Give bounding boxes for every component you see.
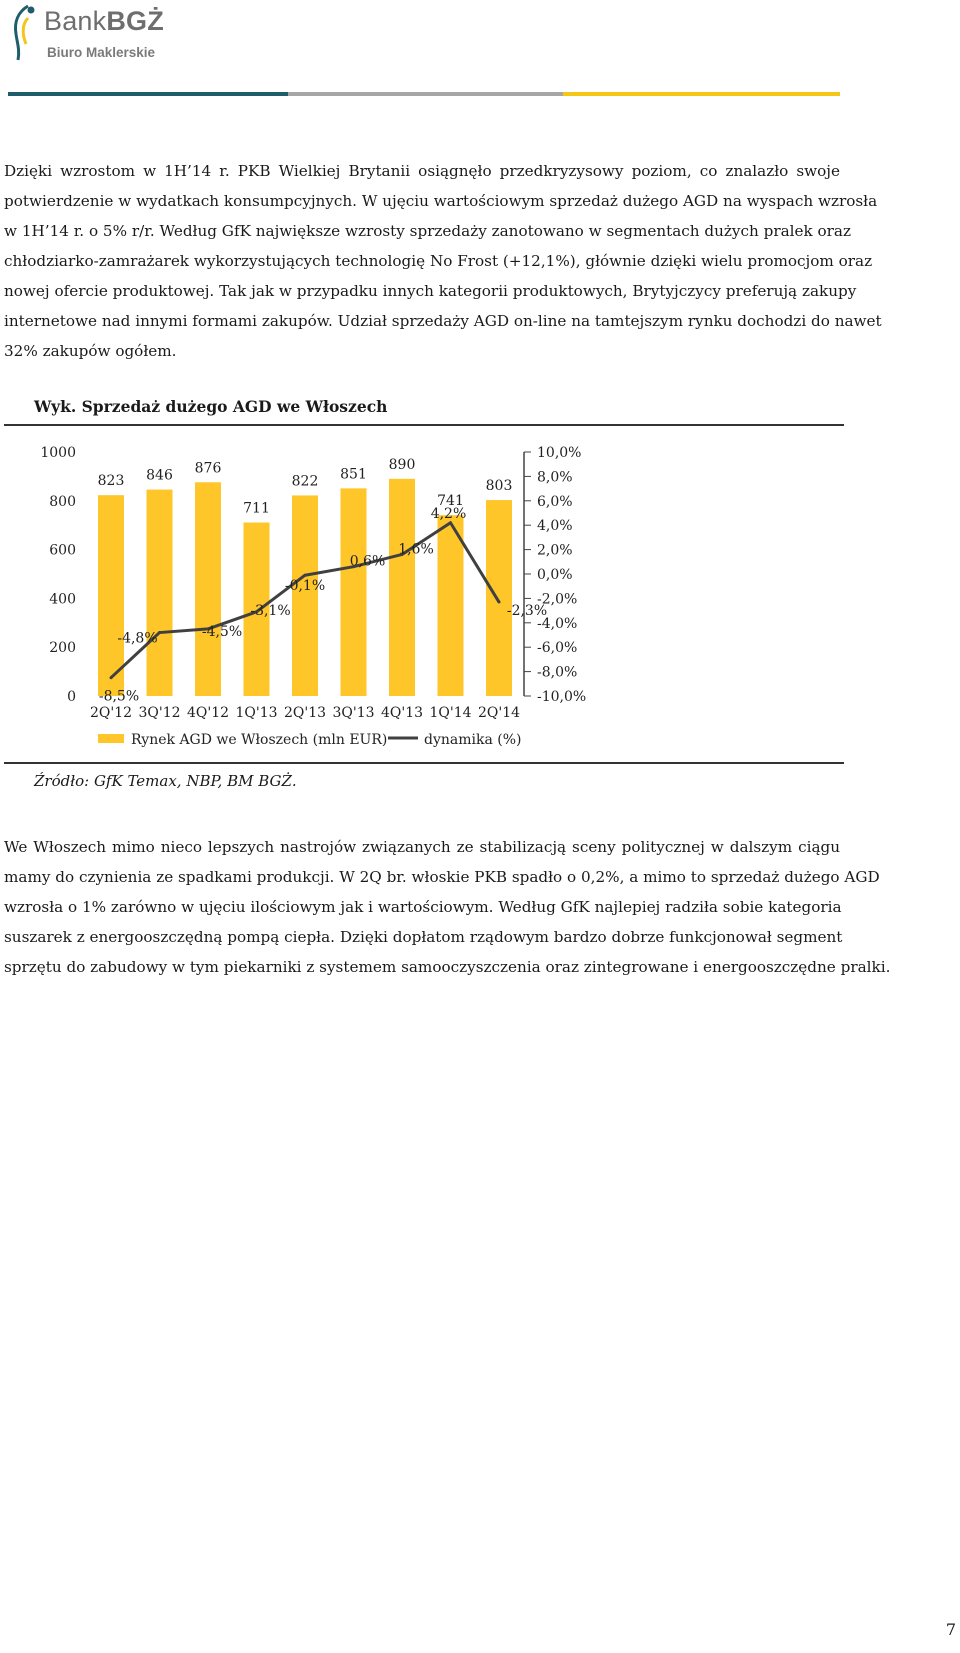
bar — [147, 490, 173, 696]
y-right-tick-label: 10,0% — [537, 445, 582, 461]
bar — [98, 495, 124, 696]
dynamics-value-label: 4,2% — [430, 505, 467, 522]
logo-figure-icon — [10, 4, 40, 62]
bar-value-label: 846 — [146, 467, 173, 484]
text-line: 32% zakupów ogółem. — [4, 342, 177, 360]
text-line: Dzięki wzrostom w 1H’14 r. PKB Wielkiej Brytanii osiągnęło przedkryzysowy poziom, co znalazło swoje — [4, 162, 840, 180]
legend-label-line: dynamika (%) — [424, 732, 522, 748]
x-tick-label: 4Q'13 — [380, 705, 424, 721]
logo-wordmark: BankBGŻ — [44, 6, 164, 36]
text-line: suszarek z energooszczędną pompą ciepła. Dzięki dopłatom rządowym bardzo dobrze funkcjonował segment — [4, 928, 843, 946]
x-tick-label: 3Q'13 — [332, 705, 375, 721]
bar-value-label: 803 — [485, 478, 513, 495]
dynamics-value-label: -3,1% — [250, 602, 291, 619]
y-left-tick-label: 400 — [49, 591, 76, 608]
y-right-tick-label: -2,0% — [537, 591, 578, 608]
dynamics-value-label: -2,3% — [506, 603, 548, 620]
page-number: 7 — [945, 1620, 956, 1639]
x-tick-label: 2Q'12 — [89, 705, 133, 721]
text-line: mamy do czynienia ze spadkami produkcji. W 2Q br. włoskie PKB spadło o 0,2%, a mimo to sprzedaż dużego AGD — [4, 868, 880, 886]
bar — [341, 488, 367, 696]
dynamics-point — [110, 676, 113, 679]
bar-value-label: 822 — [291, 473, 319, 490]
dynamics-point — [158, 631, 161, 634]
y-right-tick-label: -8,0% — [537, 664, 578, 681]
y-right-tick-label: 2,0% — [537, 542, 573, 559]
x-tick-label: 1Q'14 — [429, 705, 472, 721]
paragraph-italy — [4, 832, 891, 982]
y-right-tick-label: 8,0% — [537, 469, 573, 486]
bar — [389, 479, 415, 696]
bar-value-label: 876 — [194, 460, 222, 477]
text-line: sprzętu do zabudowy w tym piekarniki z systemem samooczyszczenia oraz zintegrowane i energooszczędne pralki. — [4, 958, 891, 976]
y-right-tick-label: -10,0% — [537, 689, 587, 705]
logo-subtitle: Biuro Maklerskie — [47, 45, 156, 60]
chart-source: Źródło: GfK Temax, NBP, BM BGŻ. — [34, 772, 297, 790]
italy-agd-chart — [0, 425, 840, 761]
dynamics-value-label: -4,5% — [201, 623, 243, 640]
x-tick-label: 3Q'12 — [138, 705, 181, 721]
dynamics-point — [304, 574, 307, 577]
y-right-tick-label: -6,0% — [537, 640, 578, 657]
bar-value-label: 851 — [340, 466, 367, 483]
bar-value-label: 741 — [437, 493, 464, 510]
legend-swatch-bars — [98, 734, 124, 743]
dynamics-value-label: -0,1% — [284, 578, 326, 595]
dynamics-value-label: 1,6% — [398, 541, 434, 558]
dynamics-value-label: -8,5% — [98, 688, 140, 705]
y-left-tick-label: 1000 — [40, 445, 76, 461]
bar — [292, 495, 318, 696]
text-line: nowej ofercie produktowej. Tak jak w przypadku innych kategorii produktowych, Brytyjczycy preferują zakupy — [4, 282, 857, 300]
bar-value-label: 711 — [243, 500, 270, 517]
y-left-tick-label: 200 — [49, 640, 76, 657]
dynamics-point — [498, 601, 501, 604]
header-rule-teal — [8, 92, 288, 96]
text-line: w 1H’14 r. o 5% r/r. Według GfK największe wzrosty sprzedaży zanotowano w segmentach dużych pralek oraz — [4, 222, 851, 240]
y-right-tick-label: 4,0% — [537, 518, 573, 535]
y-left-tick-label: 800 — [49, 493, 76, 510]
chart-bottom-rule — [4, 762, 844, 764]
y-right-tick-label: 0,0% — [537, 567, 573, 583]
bar — [486, 500, 512, 696]
bar — [195, 482, 221, 696]
y-right-tick-label: 6,0% — [537, 493, 573, 510]
header-rule-gray — [288, 92, 563, 96]
chart-title: Wyk. Sprzedaż dużego AGD we Włoszech — [34, 397, 388, 416]
text-line: chłodziarko-zamrażarek wykorzystujących technologię No Frost (+12,1%), głównie dzięki wielu promocjom oraz — [4, 252, 873, 270]
x-tick-label: 2Q'14 — [477, 705, 521, 721]
text-line: potwierdzenie w wydatkach konsumpcyjnych. W ujęciu wartościowym sprzedaż dużego AGD na wyspach wzrosła — [4, 192, 878, 210]
header-rule-yellow — [563, 92, 840, 96]
text-line: We Włoszech mimo nieco lepszych nastrojów związanych ze stabilizacją sceny politycznej w dalszym ciągu — [4, 838, 840, 856]
legend-label-bars: Rynek AGD we Włoszech (mln EUR) — [131, 732, 388, 748]
dynamics-value-label: -4,8% — [117, 630, 158, 647]
bar-value-label: 890 — [388, 456, 416, 473]
bank-logo — [10, 4, 180, 66]
bar-value-label: 823 — [97, 473, 125, 490]
text-line: wzrosła o 1% zarówno w ujęciu ilościowym jak i wartościowym. Według GfK najlepiej radziła sobie kategoria — [4, 898, 842, 916]
dynamics-value-label: 0,6% — [349, 553, 386, 570]
y-left-tick-label: 600 — [49, 542, 76, 559]
paragraph-uk — [4, 156, 882, 366]
text-line: internetowe nad innymi formami zakupów. Udział sprzedaży AGD on-line na tamtejszym rynku dochodzi do nawet — [4, 312, 882, 330]
y-right-tick-label: -4,0% — [537, 615, 578, 632]
x-tick-label: 4Q'12 — [186, 705, 230, 721]
bar — [438, 515, 464, 696]
x-tick-label: 1Q'13 — [235, 705, 278, 721]
x-tick-label: 2Q'13 — [283, 705, 327, 721]
y-left-tick-label: 0 — [67, 689, 76, 705]
